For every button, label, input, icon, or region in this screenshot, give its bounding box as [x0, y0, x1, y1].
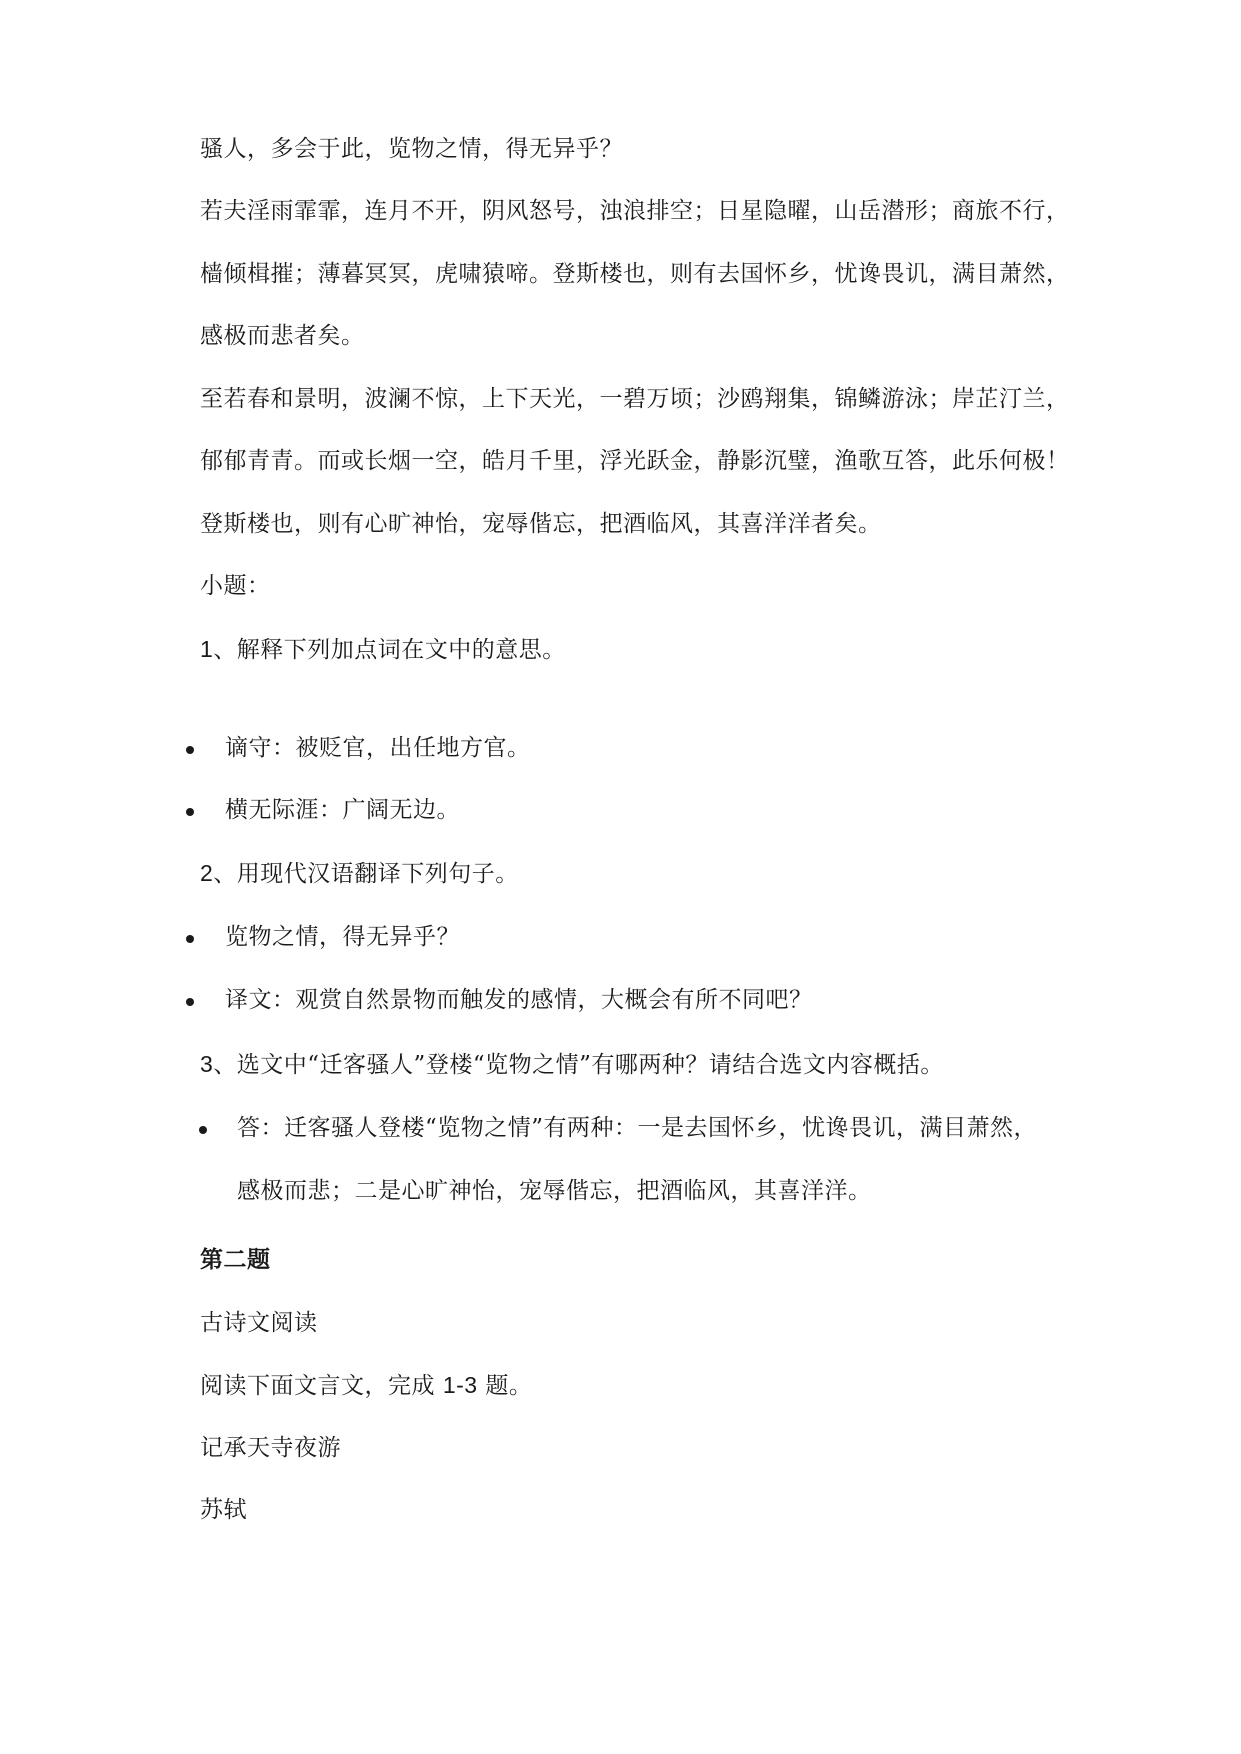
bullet-icon [186, 998, 194, 1006]
question-3-number: 3 [200, 1051, 214, 1077]
section-2-type: 古诗文阅读 [200, 1310, 318, 1336]
section-2-instruction-range: 1-3 [442, 1372, 478, 1398]
questions-label: 小题： [200, 573, 271, 599]
section-2-instruction [200, 1370, 532, 1401]
question-2-text: 、用现代汉语翻译下列句子。 [213, 861, 519, 887]
question-3-answer-line-1: 答：迁客骚人登楼“览物之情”有两种：一是去国怀乡，忧谗畏讥，满目萧然， [237, 1115, 1038, 1141]
bullet-icon [186, 746, 194, 754]
question-1-item-1: 谪守：被贬官，出任地方官。 [225, 735, 531, 761]
question-3-answer-line-2: 感极而悲；二是心旷神怡，宠辱偕忘，把酒临风，其喜洋洋。 [237, 1178, 872, 1204]
question-2-item-2: 译文：观赏自然景物而触发的感情，大概会有所不同吧？ [225, 987, 813, 1013]
question-1-item-2: 横无际涯：广阔无边。 [225, 797, 460, 823]
bullet-icon [186, 935, 194, 943]
passage-paragraph-2-line-1: 若夫淫雨霏霏，连月不开，阴风怒号，浊浪排空；日星隐曜，山岳潜形；商旅不行， [200, 198, 1070, 224]
question-2-number: 2 [200, 860, 214, 886]
poem-title: 记承天寺夜游 [200, 1435, 341, 1461]
passage-paragraph-2-line-2: 樯倾楫摧；薄暮冥冥，虎啸猿啼。登斯楼也，则有去国怀乡，忧谗畏讥，满目萧然， [200, 261, 1070, 287]
passage-paragraph-3-line-2: 郁郁青青。而或长烟一空，皓月千里，浮光跃金，静影沉璧，渔歌互答，此乐何极！ [200, 448, 1070, 474]
question-2-item-1: 览物之情，得无异乎？ [225, 924, 460, 950]
question-1 [200, 634, 566, 665]
section-2-instruction-pre: 阅读下面文言文，完成 [200, 1373, 443, 1399]
section-2-heading: 第二题 [200, 1247, 271, 1273]
question-2 [200, 858, 519, 889]
bullet-icon [199, 1126, 207, 1134]
passage-paragraph-1: 骚人，多会于此，览物之情，得无异乎？ [200, 136, 623, 162]
section-2-instruction-post: 题。 [477, 1373, 533, 1399]
passage-paragraph-3-line-3: 登斯楼也，则有心旷神怡，宠辱偕忘，把酒临风，其喜洋洋者矣。 [200, 511, 882, 537]
question-3-text: 、选文中“迁客骚人”登楼“览物之情”有哪两种？请结合选文内容概括。 [213, 1052, 944, 1078]
question-1-number: 1 [200, 636, 214, 662]
bullet-icon [186, 808, 194, 816]
question-3 [200, 1049, 944, 1080]
passage-paragraph-3-line-1: 至若春和景明，波澜不惊，上下天光，一碧万顷；沙鸥翔集，锦鳞游泳；岸芷汀兰， [200, 386, 1070, 412]
question-1-text: 、解释下列加点词在文中的意思。 [213, 637, 566, 663]
poem-author: 苏轼 [200, 1497, 247, 1523]
passage-paragraph-2-line-3: 感极而悲者矣。 [200, 323, 365, 349]
